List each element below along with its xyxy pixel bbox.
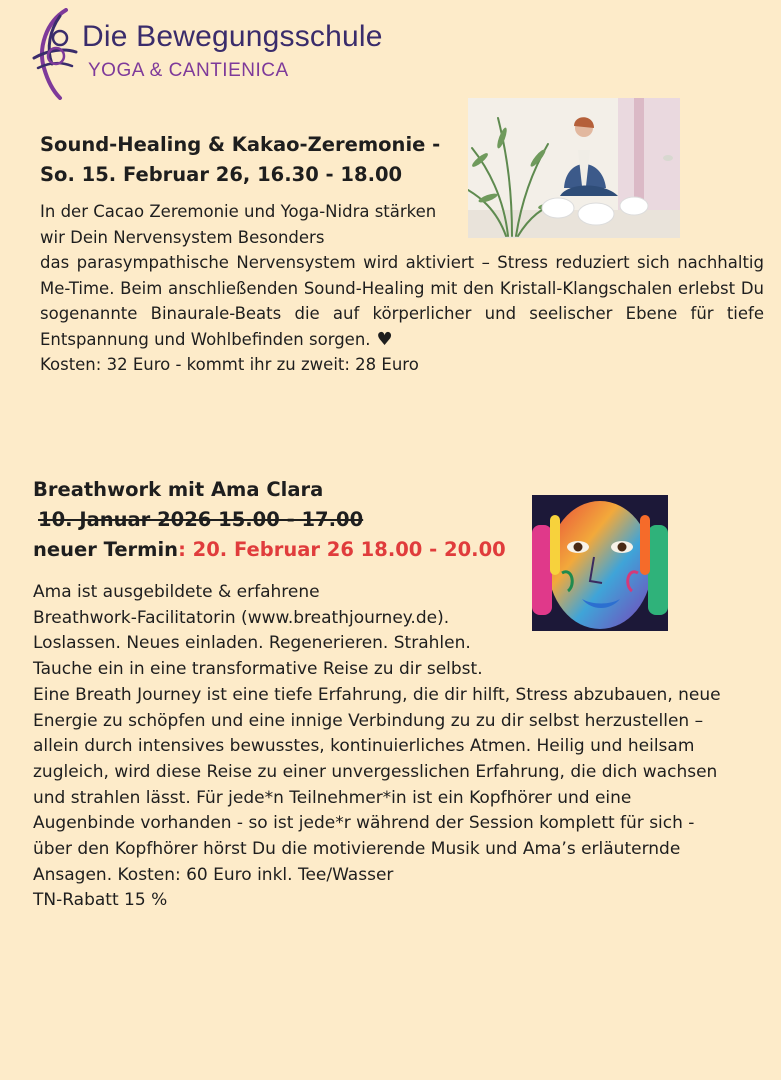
event2-line: Augenbinde vorhanden - so ist jede*r während der Session komplett für sich -	[33, 813, 695, 834]
brand-logo	[30, 8, 410, 103]
event2-line: TN-Rabatt 15 %	[33, 890, 168, 911]
event2-line: Eine Breath Journey ist eine tiefe Erfahrung, die dir hilft, Stress abzubauen, neue	[33, 684, 721, 705]
event2-new-label: neuer Termin	[33, 538, 179, 561]
event1-title-line1: Sound-Healing & Kakao-Zeremonie -	[40, 133, 441, 156]
event2-line: Tauche ein in eine transformative Reise zu dir selbst.	[33, 659, 483, 680]
event2-line: über den Kopfhörer hörst Du die motivierende Musik und Ama’s erläuternde	[33, 839, 681, 860]
event1-cost: Kosten: 32 Euro - kommt ihr zu zweit: 28 Euro	[40, 355, 419, 374]
event2-line: Energie zu schöpfen und eine innige Verbindung zu zu dir selbst herzustellen –	[33, 710, 704, 731]
event2-body	[33, 580, 768, 914]
event2-line: Breathwork-Facilitatorin (www.breathjourney.de).	[33, 607, 450, 628]
event2-old-date: 10. Januar 2026 15.00 - 17.00	[38, 508, 364, 531]
event1-body-text: das parasympathische Nervensystem wird aktiviert – Stress reduziert sich nachhaltig Me-Time. Beim anschließenden Sound-Healing mit den Kristall-Klangschalen erlebst Du sogenannte Binaurale-Beats die auf körperlicher und seelischer Ebene für tiefe Entspannung und Wohlbefinden sorgen.	[40, 253, 764, 349]
event2-new-date-value: : 20. Februar 26 18.00 - 20.00	[178, 538, 506, 561]
event2-line: und strahlen lässt. Für jede*n Teilnehmer*in ist ein Kopfhörer und eine	[33, 787, 632, 808]
event2-line: allein durch intensives bewusstes, kontinuierliches Atmen. Heilig und heilsam	[33, 736, 695, 757]
event2-line: Ansagen. Kosten: 60 Euro inkl. Tee/Wasser	[33, 864, 394, 885]
event2-new-date	[33, 535, 523, 565]
event1-title	[40, 130, 460, 190]
brand-subtitle: YOGA & CANTIENICA	[88, 60, 289, 81]
sound-healing-photo-art	[468, 98, 680, 238]
event1-title-line2: So. 15. Februar 26, 16.30 - 18.00	[40, 163, 403, 186]
heart-icon: ♥	[376, 328, 393, 350]
brand-name: Die Bewegungsschule	[82, 20, 383, 53]
sound-healing-photo	[468, 98, 680, 238]
event2-line: Ama ist ausgebildete & erfahrene	[33, 582, 320, 602]
logo-mark-icon	[30, 8, 80, 100]
event2-title: Breathwork mit Ama Clara	[33, 478, 324, 501]
event1-intro: In der Cacao Zeremonie und Yoga-Nidra stärken wir Dein Nervensystem Besonders	[40, 202, 437, 247]
event2-line: zugleich, wird diese Reise zu einer unvergesslichen Erfahrung, die dich wachsen	[33, 761, 718, 782]
event1-body	[40, 250, 764, 352]
event2-line: Loslassen. Neues einladen. Regenerieren. Strahlen.	[33, 633, 471, 654]
